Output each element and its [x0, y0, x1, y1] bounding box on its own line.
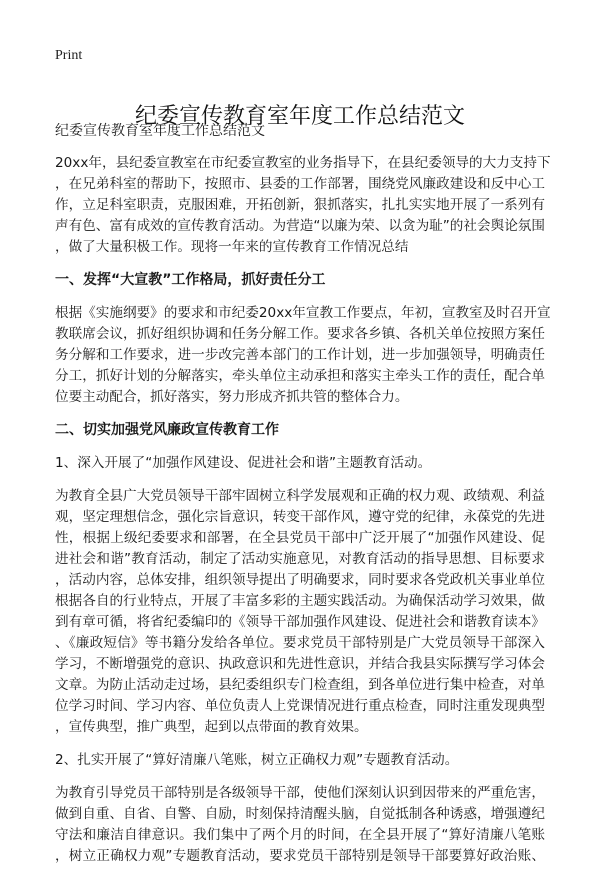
text-line: 根据各自的行业特点，开展了丰富多彩的主题实践活动。为确保活动学习效果，做 [55, 593, 545, 609]
text-line: 声有色、富有成效的宣传教育活动。为营造“以廉为荣、以贪为耻”的社会舆论氛围 [55, 218, 545, 234]
text-line: ，在兄弟科室的帮助下，按照市、县委的工作部署，围绕党风廉政建设和反中心工 [55, 176, 545, 192]
text-line: 为教育引导党员干部特别是各级领导干部，使他们深刻认识到因带来的严重危害， [55, 785, 545, 801]
document-subtitle: 纪委宣传教育室年度工作总结范文 [55, 123, 265, 139]
section-heading-1: 一、发挥“大宣教”工作格局，抓好责任分工 [55, 272, 326, 288]
text-line: 学习，不断增强党的意识、执政意识和先进性意识，并结合我县实际撰写学习体会 [55, 656, 545, 672]
text-line: ，活动内容，总体安排，组织领导提出了明确要求，同时要求各党政机关事业单位 [55, 572, 545, 588]
text-line: 进社会和谐”教育活动，制定了活动实施意见，对教育活动的指导思想、目标要求 [55, 551, 545, 567]
text-line: ，树立正确权力观”专题教育活动，要求党员干部特别是领导干部要算好政治账、 [55, 848, 545, 864]
text-line: ，宣传典型，推广典型，起到以点带面的教育效果。 [55, 719, 368, 735]
subsection-1-paragraph [55, 486, 545, 738]
text-line: 到有章可循，将省纪委编印的《领导干部加强作风建设、促进社会和谐教育读本》 [55, 614, 545, 630]
text-line: 务分解和工作要求，进一步改完善本部门的工作计划，进一步加强领导，明确责任 [55, 347, 545, 363]
text-line: 做到自重、自省、自警、自励，时刻保持清醒头脑，自觉抵制各种诱惑，增强遵纪 [55, 806, 545, 822]
text-line: ，做了大量积极工作。现将一年来的宣传教育工作情况总结 [55, 239, 409, 255]
document-title: 纪委宣传教育室年度工作总结范文 [134, 103, 465, 129]
text-line: 教联席会议，抓好组织协调和任务分解工作。要求各乡镇、各机关单位按照方案任 [55, 326, 545, 342]
print-link[interactable]: Print [55, 48, 83, 63]
text-line: 根据《实施纲要》的要求和市纪委20xx年宣教工作要点，年初，宣教室及时召开宣 [55, 305, 551, 321]
document-body [55, 121, 551, 879]
text-line: 作，立足科室职责，克服困难，开拓创新，狠抓落实，扎扎实实地开展了一系列有 [55, 197, 545, 213]
section-heading-2: 二、切实加强党风廉政宣传教育工作 [55, 422, 279, 438]
text-line: 20xx年，县纪委宣教室在市纪委宣教室的业务指导下，在县纪委领导的大力支持下 [55, 155, 551, 171]
section-1-paragraph [55, 303, 551, 408]
text-line: 观，坚定理想信念，强化宗旨意识，转变干部作风，遵守党的纪律，永葆党的先进 [55, 509, 545, 525]
subsection-2-heading: 2、扎实开展了“算好清廉八笔账，树立正确权力观”专题教育活动。 [55, 752, 459, 768]
text-line: 分工，抓好计划的分解落实，牵头单位主动承担和落实主牵头工作的责任，配合单 [55, 368, 545, 384]
text-line: 位学习时间、学习内容、单位负责人上党课情况进行重点检查，同时注重发现典型 [55, 698, 545, 714]
text-line: 守法和廉洁自律意识。我们集中了两个月的时间，在全县开展了“算好清廉八笔账 [55, 827, 545, 843]
text-line: 性，根据上级纪委要求和部署，在全县党员干部中广泛开展了“加强作风建设、促 [55, 530, 545, 546]
subsection-1-heading: 1、深入开展了“加强作风建设、促进社会和谐”主题教育活动。 [55, 455, 432, 471]
text-line: 位要主动配合，抓好落实，努力形成齐抓共管的整体合力。 [55, 389, 409, 405]
intro-paragraph [55, 153, 551, 258]
text-line: 为教育全县广大党员领导干部牢固树立科学发展观和正确的权力观、政绩观、利益 [55, 488, 545, 504]
text-line: 、《廉政短信》等书籍分发给各单位。要求党员干部特别是广大党员领导干部深入 [55, 635, 545, 651]
subsection-2-paragraph [55, 783, 545, 867]
text-line: 文章。为防止活动走过场，县纪委组织专门检查组，到各单位进行集中检查，对单 [55, 677, 545, 693]
